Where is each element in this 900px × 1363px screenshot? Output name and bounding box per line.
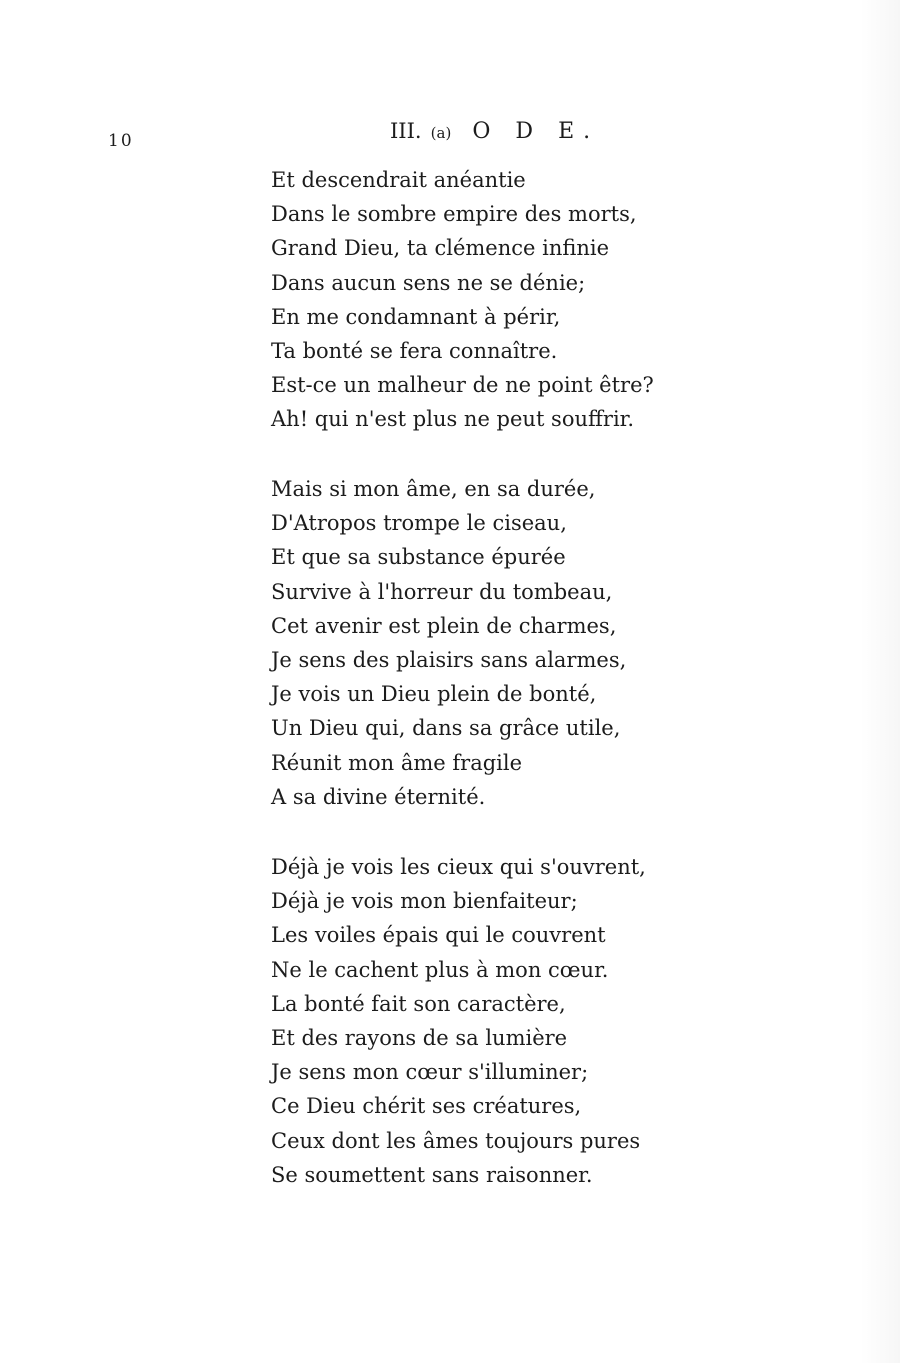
verse-line: Et que sa substance épurée [271, 545, 566, 570]
verse-line: Survive à l'horreur du tombeau, [271, 579, 613, 604]
verse-line: Se soumettent sans raisonner. [271, 1162, 593, 1187]
stanza-2 [271, 472, 626, 814]
verse-line: Réunit mon âme fragile [271, 750, 523, 775]
ode-number: III. [390, 119, 422, 143]
verse-line: Déjà je vois les cieux qui s'ouvrent, [271, 855, 646, 879]
verse-line: Est-ce un malheur de ne point être? [271, 373, 654, 398]
page-edge-shadow [860, 0, 900, 1363]
verse-line: Mais si mon âme, en sa durée, [271, 477, 596, 501]
verse-line: Les voiles épais qui le couvrent [271, 923, 606, 948]
stanza-1 [271, 163, 654, 437]
verse-line: Ce Dieu chérit ses créatures, [271, 1094, 582, 1119]
verse-line: Grand Dieu, ta clémence infinie [271, 236, 610, 261]
footnote-marker: (a) [430, 124, 452, 142]
verse-line: La bonté fait son caractère, [271, 991, 566, 1016]
verse-line: Je vois un Dieu plein de bonté, [271, 682, 597, 707]
verse-line: Ah! qui n'est plus ne peut souffrir. [271, 407, 635, 432]
verse-line: Dans aucun sens ne se dénie; [271, 270, 586, 295]
verse-line: Cet avenir est plein de charmes, [271, 613, 617, 638]
stanza-3 [271, 850, 646, 1192]
ode-title: O D E. [472, 119, 600, 144]
verse-line: Ceux dont les âmes toujours pures [271, 1128, 641, 1153]
verse-line: Et descendrait anéantie [271, 168, 526, 192]
verse-line: Un Dieu qui, dans sa grâce utile, [271, 716, 621, 741]
verse-line: Je sens des plaisirs sans alarmes, [271, 647, 627, 672]
verse-line: Déjà je vois mon bienfaiteur; [271, 889, 578, 914]
page-number: 10 [108, 131, 134, 151]
verse-line: Dans le sombre empire des morts, [271, 202, 637, 227]
verse-line: Et des rayons de sa lumière [271, 1025, 568, 1050]
verse-line: D'Atropos trompe le ciseau, [271, 511, 567, 536]
verse-line: Ta bonté se fera connaître. [271, 338, 558, 363]
verse-line: A sa divine éternité. [271, 784, 486, 809]
verse-line: Je sens mon cœur s'illuminer; [271, 1060, 589, 1085]
verse-line: En me condamnant à périr, [271, 304, 561, 329]
running-header [390, 117, 599, 147]
verse-line: Ne le cachent plus à mon cœur. [271, 957, 609, 982]
